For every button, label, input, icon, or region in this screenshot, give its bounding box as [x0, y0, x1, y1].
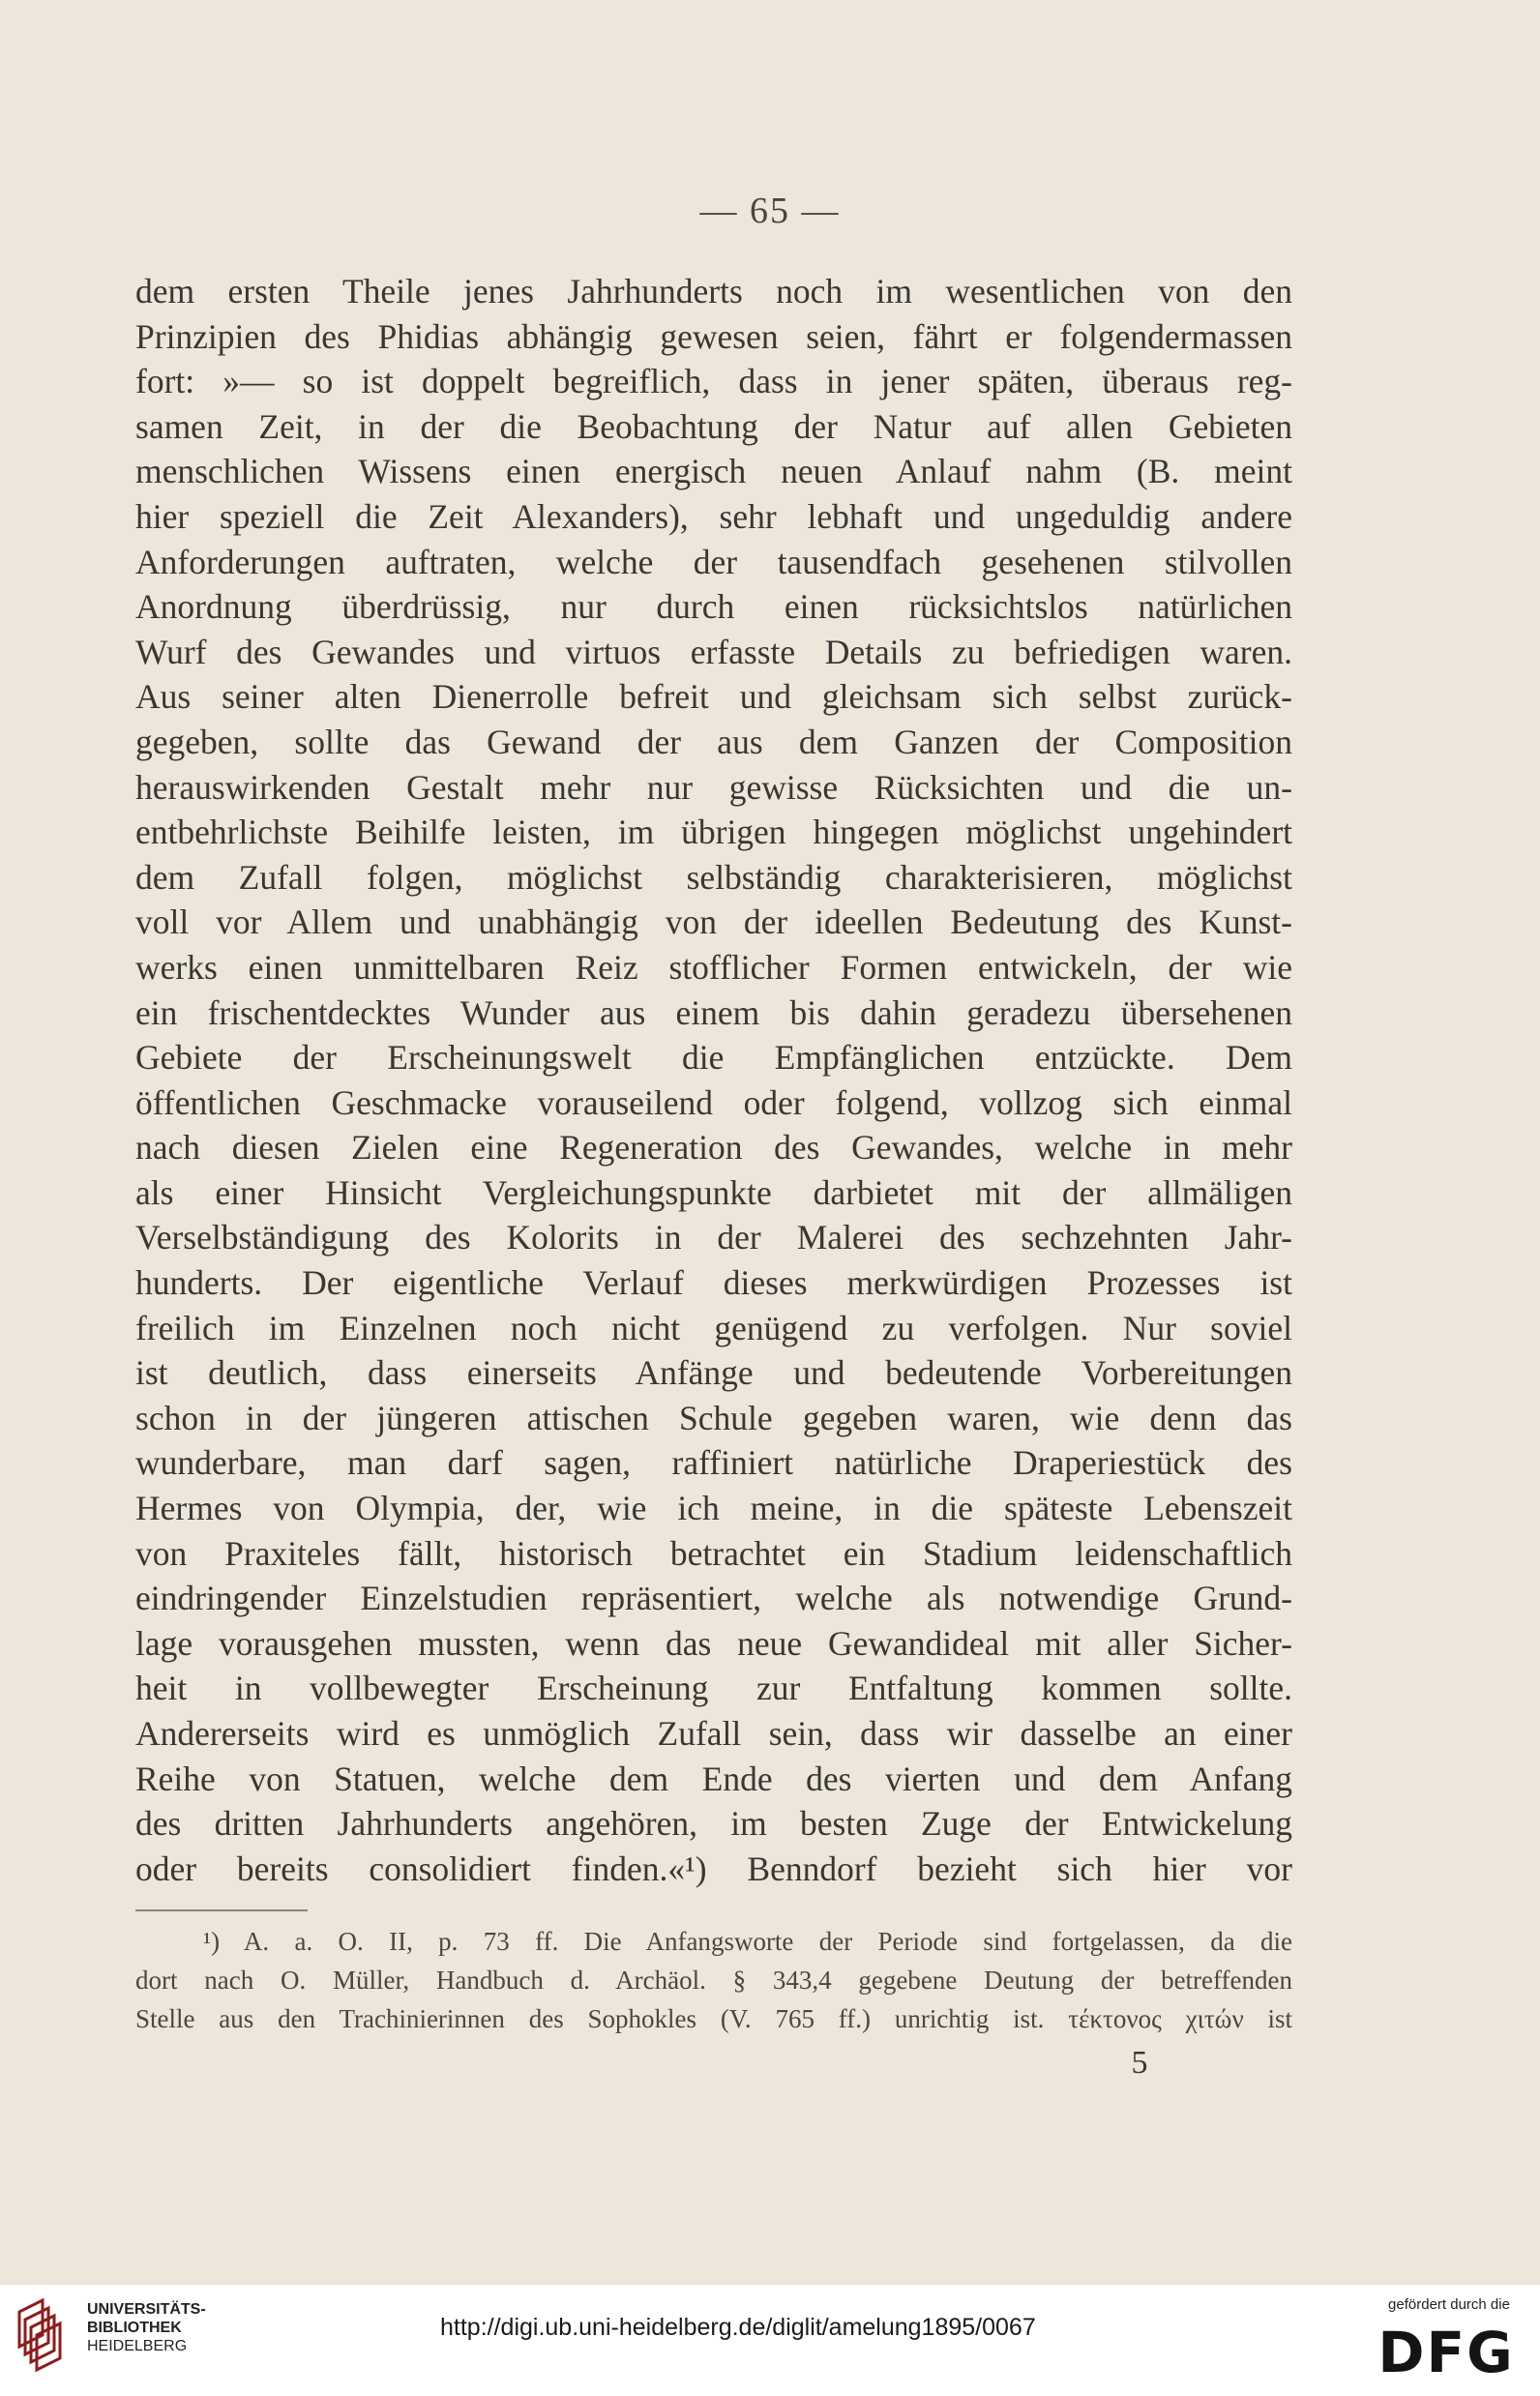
- body-text-line: freilich im Einzelnen noch nicht genügend zu verfolgen. Nur soviel: [135, 1308, 1292, 1347]
- body-text-line: herauswirkenden Gestalt mehr nur gewisse Rücksichten und die un-: [135, 767, 1292, 807]
- body-text-line: Andererseits wird es unmöglich Zufall sein, dass wir dasselbe an einer: [135, 1714, 1292, 1753]
- body-text-line: voll vor Allem und unabhängig von der ideellen Bedeutung des Kunst-: [135, 902, 1292, 942]
- signature-mark: 5: [1131, 2045, 1148, 2081]
- page-number: — 65 —: [699, 191, 841, 231]
- body-text-line: Hermes von Olympia, der, wie ich meine, in die späteste Lebenszeit: [135, 1489, 1292, 1528]
- body-text-line: hier speziell die Zeit Alexanders), sehr lebhaft und ungeduldig andere: [135, 496, 1292, 536]
- footnote-line: ¹) A. a. O. II, p. 73 ff. Die Anfangsworte der Periode sind fortgelassen, da die: [203, 1927, 1292, 1956]
- body-text-line: dem Zufall folgen, möglichst selbständig charakterisieren, möglichst: [135, 857, 1292, 897]
- body-text-line: dem ersten Theile jenes Jahrhunderts noch im wesentlichen von den: [135, 272, 1292, 311]
- body-text-line: Reihe von Statuen, welche dem Ende des vierten und dem Anfang: [135, 1759, 1292, 1798]
- body-text-line: lage vorausgehen mussten, wenn das neue Gewandideal mit aller Sicher-: [135, 1623, 1292, 1663]
- body-text: [135, 269, 1292, 1891]
- body-text-line: als einer Hinsicht Vergleichungspunkte darbietet mit der allmäligen: [135, 1172, 1292, 1212]
- footnotes: [135, 1922, 1292, 2038]
- body-text-line: ein frischentdecktes Wunder aus einem bis dahin geradezu übersehenen: [135, 992, 1292, 1032]
- body-text-line: werks einen unmittelbaren Reiz stofflicher Formen entwickeln, der wie: [135, 947, 1292, 987]
- library-name-line1: UNIVERSITÄTS-: [87, 2301, 206, 2318]
- body-text-line: oder bereits consolidiert finden.«¹) Benndorf bezieht sich hier vor: [135, 1849, 1292, 1888]
- permalink-url[interactable]: http://digi.ub.uni-heidelberg.de/diglit/amelung1895/0067: [440, 2314, 1036, 2341]
- footnote-line: dort nach O. Müller, Handbuch d. Archäol. § 343,4 gegebene Deutung der betreffenden: [135, 1966, 1292, 1995]
- library-name: [87, 2300, 206, 2355]
- body-text-line: eindringender Einzelstudien repräsentiert, welche als notwendige Grund-: [135, 1579, 1292, 1618]
- body-text-line: entbehrlichste Beihilfe leisten, im übrigen hingegen möglichst ungehindert: [135, 813, 1292, 852]
- footnote-line: Stelle aus den Trachinierinnen des Sophokles (V. 765 ff.) unrichtig ist. τέκτονος χιτών ist: [135, 2004, 1292, 2033]
- body-text-line: gegeben, sollte das Gewand der aus dem Ganzen der Composition: [135, 722, 1292, 761]
- library-logo-icon: [14, 2296, 75, 2383]
- body-text-line: Gebiete der Erscheinungswelt die Empfänglichen entzückte. Dem: [135, 1038, 1292, 1078]
- body-text-line: Wurf des Gewandes und virtuos erfasste Details zu befriedigen waren.: [135, 632, 1292, 671]
- body-text-line: hunderts. Der eigentliche Verlauf dieses merkwürdigen Prozesses ist: [135, 1263, 1292, 1303]
- body-text-line: Anforderungen auftraten, welche der tausendfach gesehenen stilvollen: [135, 542, 1292, 581]
- body-text-line: öffentlichen Geschmacke vorauseilend oder folgend, vollzog sich einmal: [135, 1082, 1292, 1122]
- library-name-line3: HEIDELBERG: [87, 2338, 188, 2354]
- footnote-divider: [135, 1909, 308, 1911]
- body-text-line: nach diesen Zielen eine Regeneration des Gewandes, welche in mehr: [135, 1128, 1292, 1168]
- body-text-line: von Praxiteles fällt, historisch betrachtet ein Stadium leidenschaftlich: [135, 1533, 1292, 1573]
- body-text-line: wunderbare, man darf sagen, raffiniert natürliche Draperiestück des: [135, 1443, 1292, 1483]
- dfg-logo: DFG: [1377, 2320, 1515, 2385]
- body-text-line: Aus seiner alten Dienerrolle befreit und gleichsam sich selbst zurück-: [135, 677, 1292, 717]
- body-text-line: ist deutlich, dass einerseits Anfänge und bedeutende Vorbereitungen: [135, 1353, 1292, 1393]
- body-text-line: Anordnung überdrüssig, nur durch einen rücksichtslos natürlichen: [135, 587, 1292, 627]
- body-text-line: schon in der jüngeren attischen Schule gegeben waren, wie denn das: [135, 1398, 1292, 1437]
- body-text-line: samen Zeit, in der die Beobachtung der Natur auf allen Gebieten: [135, 406, 1292, 446]
- body-text-line: des dritten Jahrhunderts angehören, im besten Zuge der Entwickelung: [135, 1804, 1292, 1844]
- body-text-line: menschlichen Wissens einen energisch neuen Anlauf nahm (B. meint: [135, 452, 1292, 491]
- funding-caption: gefördert durch die: [1388, 2296, 1510, 2313]
- library-name-line2: BIBLIOTHEK: [87, 2320, 182, 2336]
- body-text-line: fort: »— so ist doppelt begreiflich, dass in jener späten, überaus reg-: [135, 362, 1292, 401]
- body-text-line: Prinzipien des Phidias abhängig gewesen seien, fährt er folgendermassen: [135, 316, 1292, 356]
- body-text-line: Verselbständigung des Kolorits in der Malerei des sechzehnten Jahr-: [135, 1218, 1292, 1257]
- body-text-line: heit in vollbewegter Erscheinung zur Entfaltung kommen sollte.: [135, 1669, 1292, 1708]
